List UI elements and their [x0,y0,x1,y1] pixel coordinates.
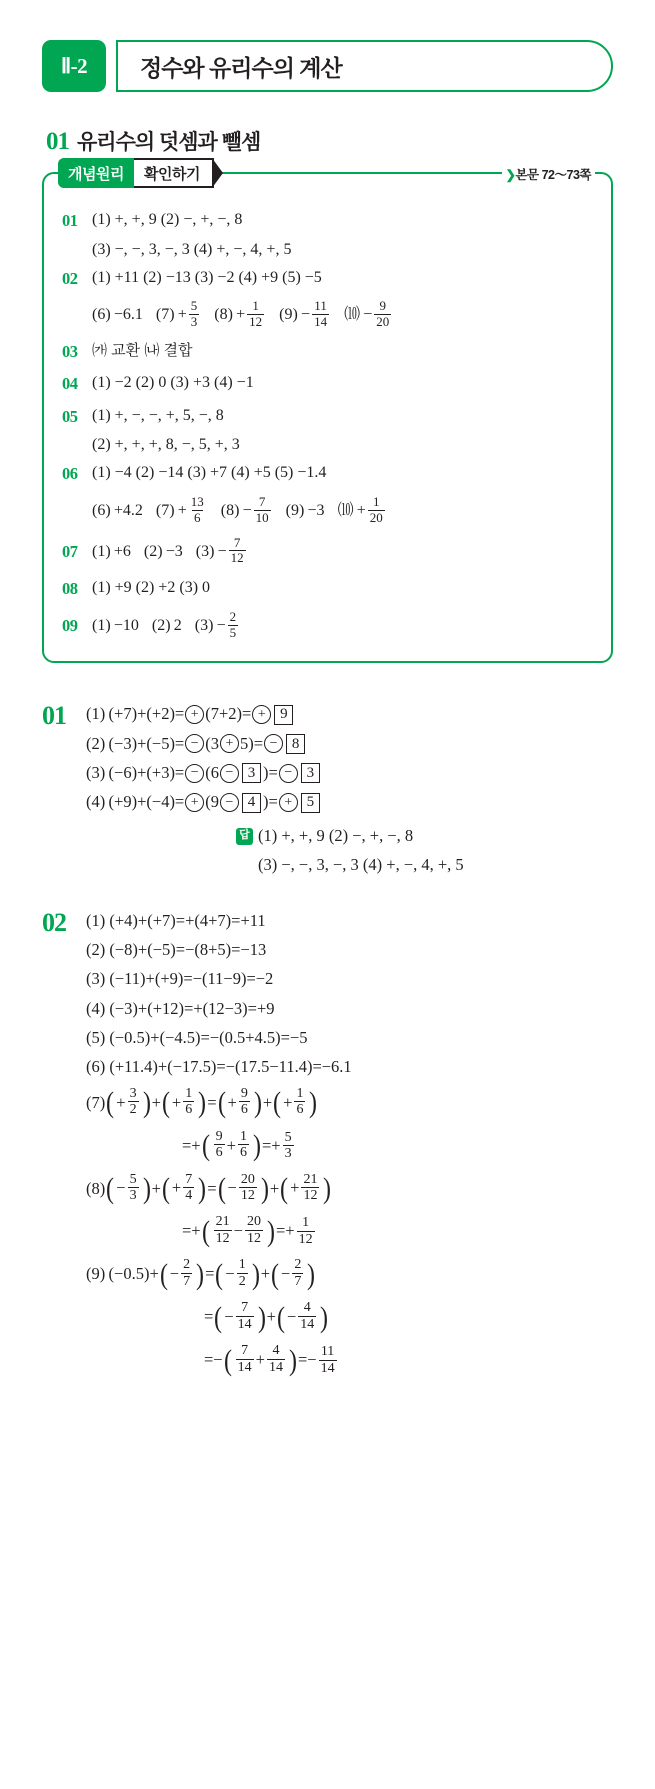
solution-block-02 [42,906,613,1382]
reference-note [502,165,596,183]
solution-number: 02 [42,907,66,937]
circled-minus-icon: − [264,734,283,753]
answer-item-text: (1) +9 (2) +2 (3) 0 [92,579,211,597]
answer-item-number: 03 [62,341,78,361]
answer-item-number: 06 [62,464,78,484]
paren-group: ( + $\frac{1}{6}$ ) [161,1085,207,1120]
boxed-value: 5 [301,793,320,813]
paren-group: ( $\frac{7}{14}$ + $\frac{4}{14}$ ) [223,1343,297,1377]
boxed-value: 3 [242,763,261,783]
answer-box-tab-white: 확인하기 [134,158,214,188]
answer-item-text: (3) −, −, 3, −, 3 (4) +, −, 4, +, 5 [92,240,292,258]
circled-plus-icon: + [185,793,204,812]
reference-text: 본문 72～73쪽 [515,168,591,182]
solution-block-01 [42,699,613,879]
circled-plus-icon: + [252,705,271,724]
answer-box-tab [58,158,214,188]
answer-item-text: (1) +, −, −, +, 5, −, 8 [92,406,224,424]
answer-item-text: ㈎ 교환 ㈏ 결합 [92,341,193,359]
circled-plus-icon: + [220,734,239,753]
solution-body [86,699,613,879]
solution-line: (8) ( − $\frac{5}{3}$ ) + ( + $\frac{7}{4}$ ) = ( − $\frac{20}{12}$ ) + ( + $\frac{21}{12}$ ) [86,1171,332,1206]
circled-minus-icon: − [220,793,239,812]
answer-box-tab-green: 개념원리 [58,158,134,188]
answer-item-fraction-line: (1) +6 (2) −3 (3) − $\frac{7}{12}$ [92,534,244,566]
solution-answer-line [86,850,613,879]
paren-group: ( $\frac{9}{6}$ + $\frac{1}{6}$ ) [201,1128,261,1163]
answer-item [62,339,593,365]
solution-line: =+ ( $\frac{9}{6}$ + $\frac{1}{6}$ ) =+ $\frac{5}{3}$ [182,1128,292,1163]
chapter-title-container [116,40,613,92]
paren-group: ( − $\frac{5}{3}$ ) [106,1171,151,1206]
paren-group: ( + $\frac{3}{2}$ ) [106,1085,151,1120]
answer-item-number: 09 [62,615,78,635]
solution-line: (9) (−0.5)+ ( − $\frac{2}{7}$ ) = ( − $\frac{1}{2}$ ) + ( − $\frac{2}{7}$ ) [86,1257,316,1291]
answer-item-text: (1) −2 (2) 0 (3) +3 (4) −1 [92,374,254,392]
solution-line: (7) ( + $\frac{3}{2}$ ) + ( + $\frac{1}{6}$ ) = ( + $\frac{9}{6}$ ) + ( + $\frac{1}{6}$ ) [86,1085,318,1120]
circled-minus-icon: − [279,764,298,783]
solution-number: 01 [42,701,66,731]
answer-summary-box [42,165,613,663]
answer-item [62,535,593,570]
solution-line: (2) (−8)+(−5)=−(8+5)=−13 [86,939,267,959]
answer-item [62,208,593,234]
answer-item-number: 02 [62,268,78,288]
answer-item [62,371,593,397]
answer-item [62,266,593,292]
solution-line: (3) (−6)+(+3)= − (6 − 3 )= − 3 [86,758,613,787]
solution-line: (4) (−3)+(+12)=+(12−3)=+9 [86,998,275,1018]
answer-item-number: 07 [62,541,78,561]
answer-item-number: 05 [62,406,78,426]
paren-group: ( − $\frac{2}{7}$ ) [271,1257,316,1291]
answer-item [62,576,593,602]
solution-line: (2) (−3)+(−5)= − (3 + 5)= − 8 [86,729,613,758]
solution-answer-text: (3) −, −, 3, −, 3 (4) +, −, 4, +, 5 [258,855,464,875]
answer-item [62,404,593,430]
paren-group: ( + $\frac{9}{6}$ ) [217,1085,262,1120]
paren-group: ( − $\frac{4}{14}$ ) [276,1300,329,1334]
solution-body [86,906,613,1382]
answer-item [62,461,593,487]
solution-answer-line [86,821,613,850]
answer-item-text: (1) −4 (2) −14 (3) +7 (4) +5 (5) −1.4 [92,464,327,482]
answer-item-fraction-line: (1) −10 (2) 2 (3) − $\frac{2}{5}$ [92,609,237,640]
paren-group: ( + $\frac{21}{12}$ ) [280,1171,332,1206]
answer-item-number: 01 [62,211,78,230]
chapter-badge: Ⅱ-2 [42,40,106,92]
paren-group: ( $\frac{21}{12}$ − $\frac{20}{12}$ ) [201,1214,275,1249]
boxed-value: 9 [274,705,293,725]
boxed-value: 4 [242,793,261,813]
paren-group: ( − $\frac{20}{12}$ ) [217,1171,269,1206]
paren-group: ( − $\frac{1}{2}$ ) [215,1257,260,1291]
answer-item-fraction-line: (6) −6.1 (7) + $\frac{5}{3}$ (8) + $\frac{1}{12}$ (9) − $\frac{11}{14}$ ⑽ − $\frac{9}{20}$ [92,298,390,329]
circled-plus-icon: + [185,705,204,724]
reference-arrow-icon: ❯ [505,168,516,182]
answer-item [62,609,593,644]
solution-line: = ( − $\frac{7}{14}$ ) + ( − $\frac{4}{14}$ ) [204,1300,329,1334]
solution-line: (1) (+4)+(+7)=+(4+7)=+11 [86,910,266,930]
section-name: 유리수의 덧셈과 뺄셈 [77,131,261,154]
solution-line: (5) (−0.5)+(−4.5)=−(0.5+4.5)=−5 [86,1028,308,1047]
solution-line: =+ ( $\frac{21}{12}$ − $\frac{20}{12}$ ) =+ $\frac{1}{12}$ [182,1214,313,1249]
answer-item-text: (1) +, +, 9 (2) −, +, −, 8 [92,211,243,228]
solution-line: (1) (+7)+(+2)= + (7+2)= + 9 [86,699,613,728]
section-title [42,126,613,156]
boxed-value: 3 [301,763,320,783]
solution-answer-text: (1) +, +, 9 (2) −, +, −, 8 [258,825,414,845]
answer-item-fraction-line: (6) +4.2 (7) + $\frac{13}{6}$ (8) − $\frac{7}{10}$ (9) −3 ⑽ + $\frac{1}{20}$ [92,494,383,525]
solution-line: (3) (−11)+(+9)=−(11−9)=−2 [86,969,274,989]
answer-item-text: (1) +11 (2) −13 (3) −2 (4) +9 (5) −5 [92,268,322,286]
section-number: 01 [46,128,69,155]
answer-item-text: (2) +, +, +, 8, −, 5, +, 3 [92,436,240,454]
paren-group: ( + $\frac{1}{6}$ ) [273,1085,318,1120]
paren-group: ( + $\frac{7}{4}$ ) [161,1171,207,1206]
solution-line: (6) (+11.4)+(−17.5)=−(17.5−11.4)=−6.1 [86,1057,352,1077]
circled-minus-icon: − [185,764,204,783]
solution-line: =− ( $\frac{7}{14}$ + $\frac{4}{14}$ ) =− $\frac{11}{14}$ [204,1343,335,1377]
chapter-header [42,40,613,92]
answer-badge-icon: 답 [236,828,253,845]
circled-minus-icon: − [185,734,204,753]
circled-minus-icon: − [220,764,239,783]
circled-plus-icon: + [279,793,298,812]
boxed-value: 8 [286,734,305,754]
solution-line: (4) (+9)+(−4)= + (9 − 4 )= + 5 [86,787,613,816]
paren-group: ( − $\frac{2}{7}$ ) [159,1257,205,1291]
paren-group: ( − $\frac{7}{14}$ ) [214,1300,266,1334]
answer-item-number: 08 [62,579,78,599]
chapter-title: 정수와 유리수의 계산 [140,54,342,81]
answer-item-number: 04 [62,374,78,394]
